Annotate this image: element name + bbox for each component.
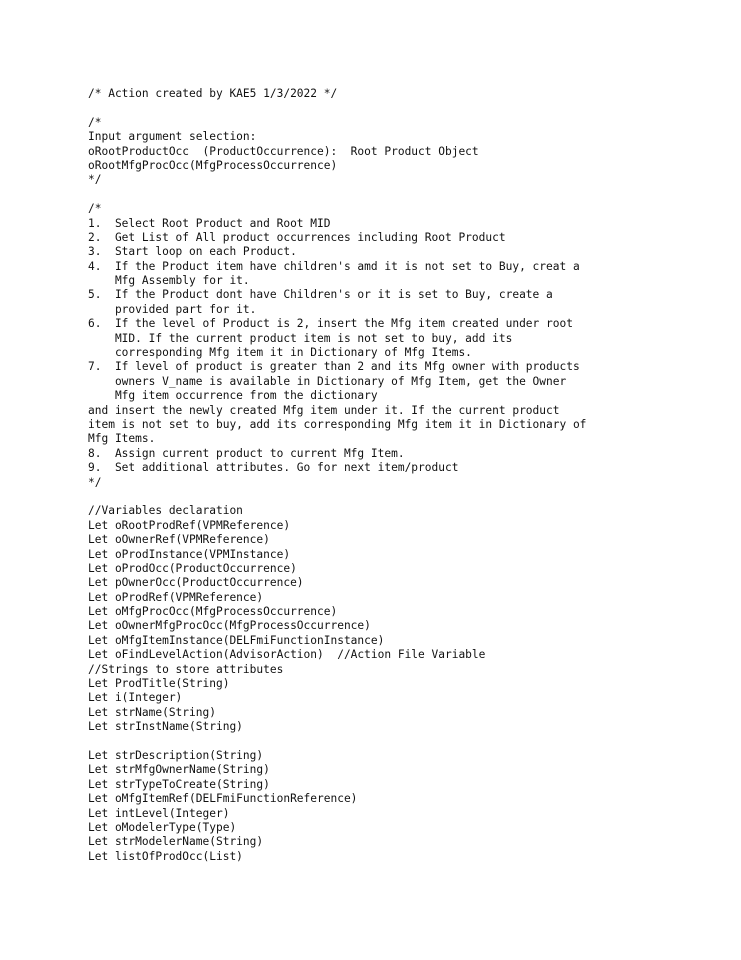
input-arg-line: oRootProductOcc (ProductOccurrence): Root Product Object <box>88 144 479 158</box>
code-line: Let oModelerType(Type) <box>88 820 237 834</box>
step-line: provided part for it. <box>88 302 257 316</box>
step-line: 2. Get List of All product occurrences including Root Product <box>88 230 506 244</box>
step-line: and insert the newly created Mfg item under it. If the current product <box>88 403 560 417</box>
blank-line <box>88 101 728 115</box>
code-line: Let strInstName(String) <box>88 720 243 734</box>
step-line: 6. If the level of Product is 2, insert the Mfg item created under root <box>88 317 573 331</box>
code-line: Let strName(String) <box>88 705 216 719</box>
comment-close: */ <box>88 173 102 187</box>
blank-line <box>88 735 728 749</box>
step-line: 5. If the Product dont have Children's or it is set to Buy, create a <box>88 288 553 302</box>
variables-block <box>88 504 728 864</box>
step-line: MID. If the current product item is not set to buy, add its <box>88 331 513 345</box>
code-line: Let oProdInstance(VPMInstance) <box>88 547 291 561</box>
code-line: Let i(Integer) <box>88 691 183 705</box>
step-line: owners V_name is available in Dictionary of Mfg Item, get the Owner <box>88 374 567 388</box>
code-line: Let oOwnerMfgProcOcc(MfgProcessOccurrence) <box>88 619 371 633</box>
steps-block <box>88 202 728 490</box>
step-line: 3. Start loop on each Product. <box>88 245 297 259</box>
code-line: Let oMfgItemRef(DELFmiFunctionReference) <box>88 792 358 806</box>
step-line: Mfg Items. <box>88 432 156 446</box>
step-line: 1. Select Root Product and Root MID <box>88 216 331 230</box>
code-line: //Strings to store attributes <box>88 662 284 676</box>
code-line: //Variables declaration <box>88 504 243 518</box>
step-line: corresponding Mfg item it in Dictionary of Mfg Items. <box>88 346 472 360</box>
comment-open: /* <box>88 115 102 129</box>
code-line: Let oFindLevelAction(AdvisorAction) //Action File Variable <box>88 648 486 662</box>
code-line: Let oProdOcc(ProductOccurrence) <box>88 561 297 575</box>
code-line: Let oOwnerRef(VPMReference) <box>88 533 270 547</box>
input-argument-block <box>88 116 728 188</box>
code-line: Let strDescription(String) <box>88 748 264 762</box>
code-line: Let oRootProdRef(VPMReference) <box>88 518 291 532</box>
blank-line <box>88 188 728 202</box>
step-line: item is not set to buy, add its corresponding Mfg item it in Dictionary of <box>88 417 587 431</box>
comment-close: */ <box>88 475 102 489</box>
code-line: Let intLevel(Integer) <box>88 806 230 820</box>
step-line: 8. Assign current product to current Mfg Item. <box>88 446 405 460</box>
step-line: Mfg Assembly for it. <box>88 274 250 288</box>
step-line: Mfg item occurrence from the dictionary <box>88 389 378 403</box>
input-heading: Input argument selection: <box>88 130 257 144</box>
code-line: Let strTypeToCreate(String) <box>88 777 270 791</box>
blank-line <box>88 490 728 504</box>
code-line: Let ProdTitle(String) <box>88 677 230 691</box>
input-arg-line: oRootMfgProcOcc(MfgProcessOccurrence) <box>88 158 338 172</box>
step-line: 7. If level of product is greater than 2 and its Mfg owner with products <box>88 360 580 374</box>
step-line: 9. Set additional attributes. Go for next item/product <box>88 461 459 475</box>
code-line: Let oMfgProcOcc(MfgProcessOccurrence) <box>88 605 338 619</box>
code-line: Let strMfgOwnerName(String) <box>88 763 270 777</box>
header-comment: /* Action created by KAE5 1/3/2022 */ <box>88 87 338 100</box>
comment-open: /* <box>88 202 102 216</box>
step-line: 4. If the Product item have children's amd it is not set to Buy, creat a <box>88 259 580 273</box>
code-document <box>88 87 728 864</box>
code-line: Let listOfProdOcc(List) <box>88 849 243 863</box>
code-line: Let strModelerName(String) <box>88 835 264 849</box>
code-line: Let oProdRef(VPMReference) <box>88 590 264 604</box>
code-line: Let pOwnerOcc(ProductOccurrence) <box>88 576 304 590</box>
code-line: Let oMfgItemInstance(DELFmiFunctionInstance) <box>88 633 385 647</box>
